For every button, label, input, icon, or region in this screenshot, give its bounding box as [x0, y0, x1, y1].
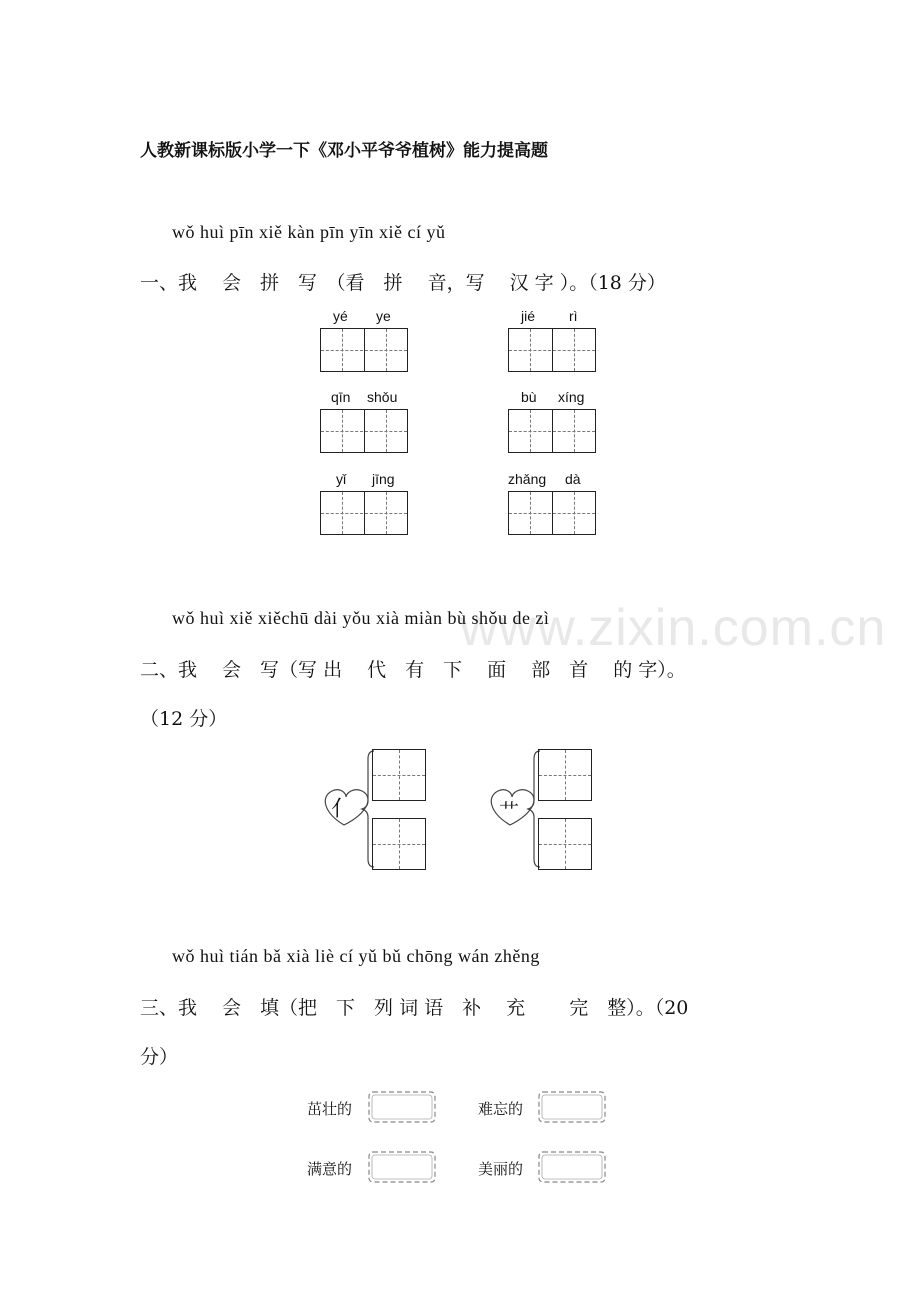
section2-score: （12 分）	[140, 708, 228, 730]
radical-label: 亻	[331, 797, 354, 822]
writing-grid[interactable]	[508, 491, 596, 535]
fill-frame[interactable]	[364, 1147, 440, 1187]
section3-pinyin: wǒ huì tián bǎ xià liè cí yǔ bǔ chōng wán zhěng	[172, 946, 540, 966]
page-title: 人教新课标版小学一下《邓小平爷爷植树》能力提高题	[140, 141, 548, 161]
section1-pinyin: wǒ huì pīn xiě kàn pīn yīn xiě cí yǔ	[172, 222, 446, 242]
section2-heading: 二、我 会 写（写 出 代 有 下 面 部 首 的 字）。	[140, 659, 686, 681]
writing-grid[interactable]	[508, 328, 596, 372]
writing-grid[interactable]	[320, 491, 408, 535]
radical-label: 艹	[499, 799, 519, 823]
pinyin-label: qīn	[331, 389, 351, 405]
fill-word: 茁壮的	[307, 1100, 353, 1118]
pinyin-label: yé	[333, 308, 348, 324]
writing-box[interactable]	[538, 749, 592, 801]
pinyin-label: xíng	[558, 389, 585, 405]
section3-score: 分）	[140, 1046, 179, 1068]
fill-frame[interactable]	[364, 1087, 440, 1127]
pinyin-label: shǒu	[367, 389, 398, 405]
section2-pinyin: wǒ huì xiě xiěchū dài yǒu xià miàn bù shǒu de zì	[172, 608, 550, 628]
pinyin-label: ye	[376, 308, 391, 324]
pinyin-label: dà	[565, 471, 581, 487]
writing-box[interactable]	[372, 818, 426, 870]
pinyin-label: bù	[521, 389, 537, 405]
section1-heading: 一、我 会 拼 写 （看 拼 音，写 汉 字 ）。（18 分）	[140, 272, 666, 294]
writing-grid[interactable]	[320, 409, 408, 453]
pinyin-label: zhǎng	[508, 471, 547, 487]
pinyin-label: jīng	[372, 471, 395, 487]
writing-grid[interactable]	[508, 409, 596, 453]
fill-frame[interactable]	[534, 1087, 610, 1127]
writing-box[interactable]	[538, 818, 592, 870]
pinyin-label: yǐ	[336, 471, 347, 487]
fill-word: 难忘的	[478, 1100, 524, 1118]
fill-word: 美丽的	[478, 1160, 524, 1178]
fill-frame[interactable]	[534, 1147, 610, 1187]
fill-word: 满意的	[307, 1160, 353, 1178]
pinyin-label: jié	[521, 308, 536, 324]
pinyin-label: rì	[569, 308, 578, 324]
section3-heading: 三、我 会 填（把 下 列 词 语 补 充 完 整）。（20	[140, 997, 689, 1019]
watermark: www.zixin.com.cn	[460, 599, 887, 657]
writing-grid[interactable]	[320, 328, 408, 372]
writing-box[interactable]	[372, 749, 426, 801]
